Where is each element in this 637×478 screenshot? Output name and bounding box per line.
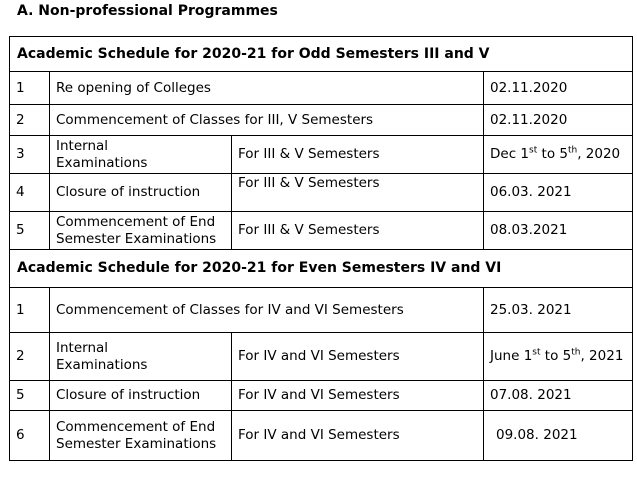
event-line: Internal bbox=[56, 339, 109, 356]
event-line: Semester Examinations bbox=[56, 230, 217, 247]
date-cell: 02.11.2020 bbox=[484, 105, 633, 136]
date-part: , 2021 bbox=[580, 348, 624, 364]
event-line: Commencement of End bbox=[56, 418, 216, 435]
date-cell bbox=[484, 136, 633, 174]
date-cell: 09.08. 2021 bbox=[484, 411, 633, 461]
event-cell: Closure of instruction bbox=[50, 174, 232, 212]
event-cell bbox=[50, 333, 232, 381]
section-title: Academic Schedule for 2020-21 for Odd Semesters III and V bbox=[10, 37, 633, 72]
ordinal-suffix: st bbox=[529, 145, 538, 156]
event-line: Examinations bbox=[56, 154, 148, 171]
event-cell bbox=[50, 136, 232, 174]
row-number: 6 bbox=[10, 411, 50, 461]
semester-cell: For III & V Semesters bbox=[232, 212, 484, 250]
date-cell: 07.08. 2021 bbox=[484, 381, 633, 411]
table-row bbox=[10, 288, 633, 333]
event-line: Internal bbox=[56, 137, 109, 154]
semester-cell: For IV and VI Semesters bbox=[232, 381, 484, 411]
row-number: 2 bbox=[10, 105, 50, 136]
date-cell: 08.03.2021 bbox=[484, 212, 633, 250]
date-cell bbox=[484, 333, 633, 381]
semester-cell: For IV and VI Semesters bbox=[232, 411, 484, 461]
row-number: 5 bbox=[10, 381, 50, 411]
date-cell: 25.03. 2021 bbox=[484, 288, 633, 333]
event-cell: Commencement of Classes for III, V Semesters bbox=[50, 105, 484, 136]
event-cell: Commencement of Classes for IV and VI Semesters bbox=[50, 288, 484, 333]
section-header-even bbox=[10, 250, 633, 288]
page-heading: A. Non-professional Programmes bbox=[17, 3, 278, 19]
date-part: June 1 bbox=[490, 348, 533, 364]
ordinal-suffix: st bbox=[532, 347, 541, 358]
section-title: Academic Schedule for 2020-21 for Even Semesters IV and VI bbox=[10, 250, 633, 288]
semester-cell: For III & V Semesters bbox=[232, 174, 484, 212]
row-number: 3 bbox=[10, 136, 50, 174]
date-part: to 5 bbox=[540, 348, 572, 364]
table-row bbox=[10, 72, 633, 105]
row-number: 1 bbox=[10, 288, 50, 333]
event-line: Examinations bbox=[56, 356, 148, 373]
table-row bbox=[10, 136, 633, 174]
table-row bbox=[10, 333, 633, 381]
ordinal-suffix: th bbox=[567, 145, 578, 156]
semester-cell: For III & V Semesters bbox=[232, 136, 484, 174]
date-part: Dec 1 bbox=[490, 146, 530, 162]
date-part: to 5 bbox=[537, 146, 568, 162]
event-cell: Closure of instruction bbox=[50, 381, 232, 411]
table-row bbox=[10, 381, 633, 411]
table-row bbox=[10, 411, 633, 461]
row-number: 1 bbox=[10, 72, 50, 105]
date-cell: 06.03. 2021 bbox=[484, 174, 633, 212]
section-header-odd bbox=[10, 37, 633, 72]
event-cell: Re opening of Colleges bbox=[50, 72, 484, 105]
event-line: Semester Examinations bbox=[56, 435, 217, 452]
date-part: , 2020 bbox=[577, 146, 621, 162]
row-number: 5 bbox=[10, 212, 50, 250]
event-line: Commencement of End bbox=[56, 213, 216, 230]
table-row bbox=[10, 212, 633, 250]
date-cell: 02.11.2020 bbox=[484, 72, 633, 105]
semester-cell: For IV and VI Semesters bbox=[232, 333, 484, 381]
row-number: 2 bbox=[10, 333, 50, 381]
table-row bbox=[10, 174, 633, 212]
ordinal-suffix: th bbox=[571, 347, 581, 358]
table-row bbox=[10, 105, 633, 136]
event-cell bbox=[50, 411, 232, 461]
event-cell bbox=[50, 212, 232, 250]
schedule-table bbox=[9, 36, 633, 461]
row-number: 4 bbox=[10, 174, 50, 212]
